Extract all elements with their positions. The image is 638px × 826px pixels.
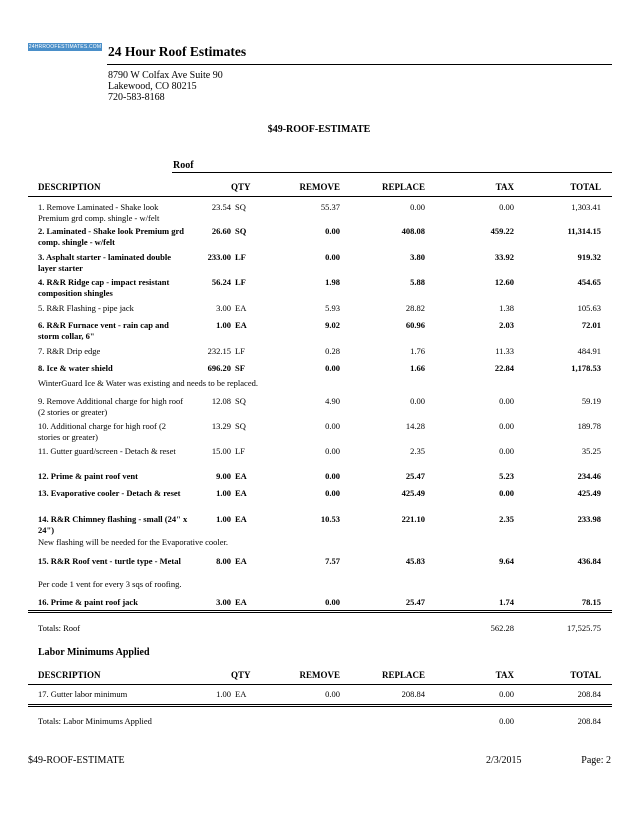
- item-tax: 1.74: [499, 597, 514, 607]
- item-total: 59.19: [581, 396, 601, 406]
- item-description: 1. Remove Laminated - Shake look Premium grd comp. shingle - w/felt: [38, 202, 160, 223]
- company-name: 24 Hour Roof Estimates: [108, 44, 247, 59]
- item-unit: EA: [235, 471, 247, 481]
- item-description: 4. R&R Ridge cap - impact resistant composition shingles: [38, 277, 170, 298]
- item-tax: 2.03: [499, 320, 514, 330]
- item-remove: 0.00: [325, 421, 340, 431]
- item-qty: 1.00: [216, 514, 231, 524]
- item-unit: EA: [235, 303, 247, 313]
- item-qty: 8.00: [216, 556, 231, 566]
- item-description: 9. Remove Additional charge for high roof (2 stories or greater): [38, 396, 184, 417]
- item-description: 2. Laminated - Shake look Premium grd comp. shingle - w/felt: [38, 226, 185, 247]
- item-unit: EA: [235, 689, 247, 699]
- item-replace: 25.47: [405, 471, 425, 481]
- item-total: 78.15: [581, 597, 601, 607]
- item-replace: 14.28: [405, 421, 425, 431]
- item-description: 5. R&R Flashing - pipe jack: [38, 303, 134, 313]
- item-replace: 5.88: [410, 277, 425, 287]
- item-note: Per code 1 vent for every 3 sqs of roofing.: [38, 579, 182, 589]
- footer-doc-name: $49-ROOF-ESTIMATE: [28, 755, 125, 766]
- col-qty: QTY: [231, 670, 251, 680]
- item-total: 11,314.15: [567, 226, 601, 236]
- item-replace: 2.35: [410, 446, 425, 456]
- item-remove: 10.53: [320, 514, 340, 524]
- address-line-2: Lakewood, CO 80215: [108, 81, 197, 92]
- item-qty: 9.00: [216, 471, 231, 481]
- item-unit: LF: [235, 346, 245, 356]
- col-tax: TAX: [495, 182, 514, 192]
- totals-tax: 0.00: [499, 716, 514, 726]
- item-description: 11. Gutter guard/screen - Detach & reset: [38, 446, 176, 456]
- totals-total: 208.84: [577, 716, 601, 726]
- item-qty: 696.20: [207, 363, 231, 373]
- item-remove: 0.00: [325, 689, 340, 699]
- item-tax: 9.64: [499, 556, 514, 566]
- item-description: 6. R&R Furnace vent - rain cap and storm collar, 6": [38, 320, 169, 341]
- item-remove: 5.93: [325, 303, 340, 313]
- item-total: 208.84: [577, 689, 601, 699]
- item-unit: LF: [235, 446, 245, 456]
- item-replace: 0.00: [410, 396, 425, 406]
- table-header-roof: [0, 182, 638, 194]
- col-replace: REPLACE: [381, 670, 425, 680]
- item-tax: 0.00: [499, 202, 514, 212]
- item-replace: 208.84: [401, 689, 425, 699]
- item-replace: 60.96: [405, 320, 425, 330]
- col-replace: REPLACE: [381, 182, 425, 192]
- item-tax: 0.00: [499, 421, 514, 431]
- section-rule: [172, 172, 612, 173]
- item-note: New flashing will be needed for the Evaporative cooler.: [38, 537, 229, 547]
- footer-page-number: Page: 2: [581, 755, 611, 766]
- item-replace: 28.82: [405, 303, 425, 313]
- item-unit: EA: [235, 597, 247, 607]
- item-description: 12. Prime & paint roof vent: [38, 471, 138, 481]
- header-rule: [28, 196, 612, 197]
- item-remove: 9.02: [325, 320, 340, 330]
- item-unit: SQ: [235, 202, 246, 212]
- item-qty: 56.24: [211, 277, 231, 287]
- item-tax: 12.60: [494, 277, 514, 287]
- item-qty: 1.00: [216, 488, 231, 498]
- item-total: 35.25: [581, 446, 601, 456]
- item-replace: 0.00: [410, 202, 425, 212]
- item-total: 919.32: [577, 252, 601, 262]
- item-qty: 13.29: [211, 421, 231, 431]
- col-description: DESCRIPTION: [38, 670, 101, 680]
- item-total: 425.49: [577, 488, 601, 498]
- item-tax: 0.00: [499, 689, 514, 699]
- item-remove: 0.00: [325, 446, 340, 456]
- item-remove: 0.28: [325, 346, 340, 356]
- company-logo: 24HRROOFESTIMATES.COM: [28, 44, 102, 50]
- section-title-labor: Labor Minimums Applied: [38, 647, 150, 658]
- item-tax: 1.38: [499, 303, 514, 313]
- item-replace: 1.76: [410, 346, 425, 356]
- item-total: 1,303.41: [571, 202, 601, 212]
- item-replace: 408.08: [401, 226, 425, 236]
- item-tax: 0.00: [499, 488, 514, 498]
- item-unit: SQ: [235, 226, 247, 236]
- item-qty: 3.00: [216, 597, 231, 607]
- item-replace: 25.47: [405, 597, 425, 607]
- item-remove: 55.37: [320, 202, 340, 212]
- item-qty: 233.00: [207, 252, 231, 262]
- table-header-labor: [0, 670, 638, 682]
- item-unit: LF: [235, 277, 246, 287]
- section-title-roof: Roof: [173, 160, 194, 171]
- item-unit: EA: [235, 320, 247, 330]
- item-description: 13. Evaporative cooler - Detach & reset: [38, 488, 181, 498]
- item-remove: 7.57: [325, 556, 340, 566]
- item-replace: 425.49: [401, 488, 425, 498]
- item-unit: SQ: [235, 396, 246, 406]
- item-description: 7. R&R Drip edge: [38, 346, 101, 356]
- col-qty: QTY: [231, 182, 251, 192]
- item-qty: 26.60: [211, 226, 231, 236]
- item-total: 1,178.53: [571, 363, 601, 373]
- item-unit: EA: [235, 488, 247, 498]
- item-qty: 15.00: [211, 446, 231, 456]
- col-total: TOTAL: [570, 182, 601, 192]
- item-tax: 5.23: [499, 471, 514, 481]
- header-divider: [107, 64, 612, 65]
- item-tax: 22.84: [494, 363, 514, 373]
- col-description: DESCRIPTION: [38, 182, 101, 192]
- item-total: 454.65: [577, 277, 601, 287]
- item-tax: 2.35: [499, 514, 514, 524]
- item-replace: 45.83: [405, 556, 425, 566]
- totals-rule: [28, 704, 612, 707]
- item-remove: 0.00: [325, 363, 340, 373]
- item-replace: 1.66: [410, 363, 425, 373]
- item-description: 16. Prime & paint roof jack: [38, 597, 138, 607]
- item-remove: 1.98: [325, 277, 340, 287]
- item-description: 15. R&R Roof vent - turtle type - Metal: [38, 556, 181, 566]
- col-remove: REMOVE: [299, 182, 340, 192]
- item-unit: EA: [235, 556, 247, 566]
- item-qty: 232.15: [207, 346, 231, 356]
- item-tax: 459.22: [490, 226, 514, 236]
- totals-label: Totals: Roof: [38, 623, 81, 633]
- item-remove: 0.00: [325, 252, 340, 262]
- item-remove: 0.00: [325, 488, 340, 498]
- item-tax: 11.33: [495, 346, 514, 356]
- totals-tax: 562.28: [490, 623, 514, 633]
- item-tax: 33.92: [494, 252, 514, 262]
- phone-number: 720-583-8168: [108, 92, 165, 103]
- item-remove: 4.90: [325, 396, 340, 406]
- item-description: 14. R&R Chimney flashing - small (24" x 24"): [38, 514, 188, 535]
- item-qty: 12.08: [211, 396, 231, 406]
- item-tax: 0.00: [499, 396, 514, 406]
- col-tax: TAX: [495, 670, 514, 680]
- item-total: 436.84: [577, 556, 601, 566]
- item-unit: LF: [235, 252, 246, 262]
- item-total: 72.01: [581, 320, 601, 330]
- item-unit: SQ: [235, 421, 246, 431]
- item-total: 233.98: [577, 514, 601, 524]
- item-total: 189.78: [577, 421, 601, 431]
- totals-label: Totals: Labor Minimums Applied: [38, 716, 152, 726]
- totals-total: 17,525.75: [567, 623, 601, 633]
- item-qty: 1.00: [216, 689, 231, 699]
- item-total: 105.63: [577, 303, 601, 313]
- item-note: WinterGuard Ice & Water was existing and needs to be replaced.: [38, 378, 258, 388]
- header-rule: [28, 684, 612, 685]
- item-qty: 1.00: [216, 320, 231, 330]
- item-total: 234.46: [577, 471, 601, 481]
- item-tax: 0.00: [499, 446, 514, 456]
- item-description: 17. Gutter labor minimum: [38, 689, 128, 699]
- item-unit: SF: [235, 363, 245, 373]
- totals-rule: [28, 610, 612, 613]
- item-unit: EA: [235, 514, 247, 524]
- item-qty: 23.54: [211, 202, 231, 212]
- col-total: TOTAL: [570, 670, 601, 680]
- address-line-1: 8790 W Colfax Ave Suite 90: [108, 70, 223, 81]
- document-title: $49-ROOF-ESTIMATE: [267, 124, 371, 135]
- item-total: 484.91: [577, 346, 601, 356]
- item-description: 8. Ice & water shield: [38, 363, 113, 373]
- item-remove: 0.00: [325, 226, 340, 236]
- item-remove: 0.00: [325, 597, 340, 607]
- item-replace: 221.10: [401, 514, 425, 524]
- item-replace: 3.80: [410, 252, 425, 262]
- item-qty: 3.00: [216, 303, 231, 313]
- item-remove: 0.00: [325, 471, 340, 481]
- item-description: 10. Additional charge for high roof (2 stories or greater): [38, 421, 167, 442]
- col-remove: REMOVE: [299, 670, 340, 680]
- item-description: 3. Asphalt starter - laminated double layer starter: [38, 252, 172, 273]
- footer-date: 2/3/2015: [486, 755, 522, 766]
